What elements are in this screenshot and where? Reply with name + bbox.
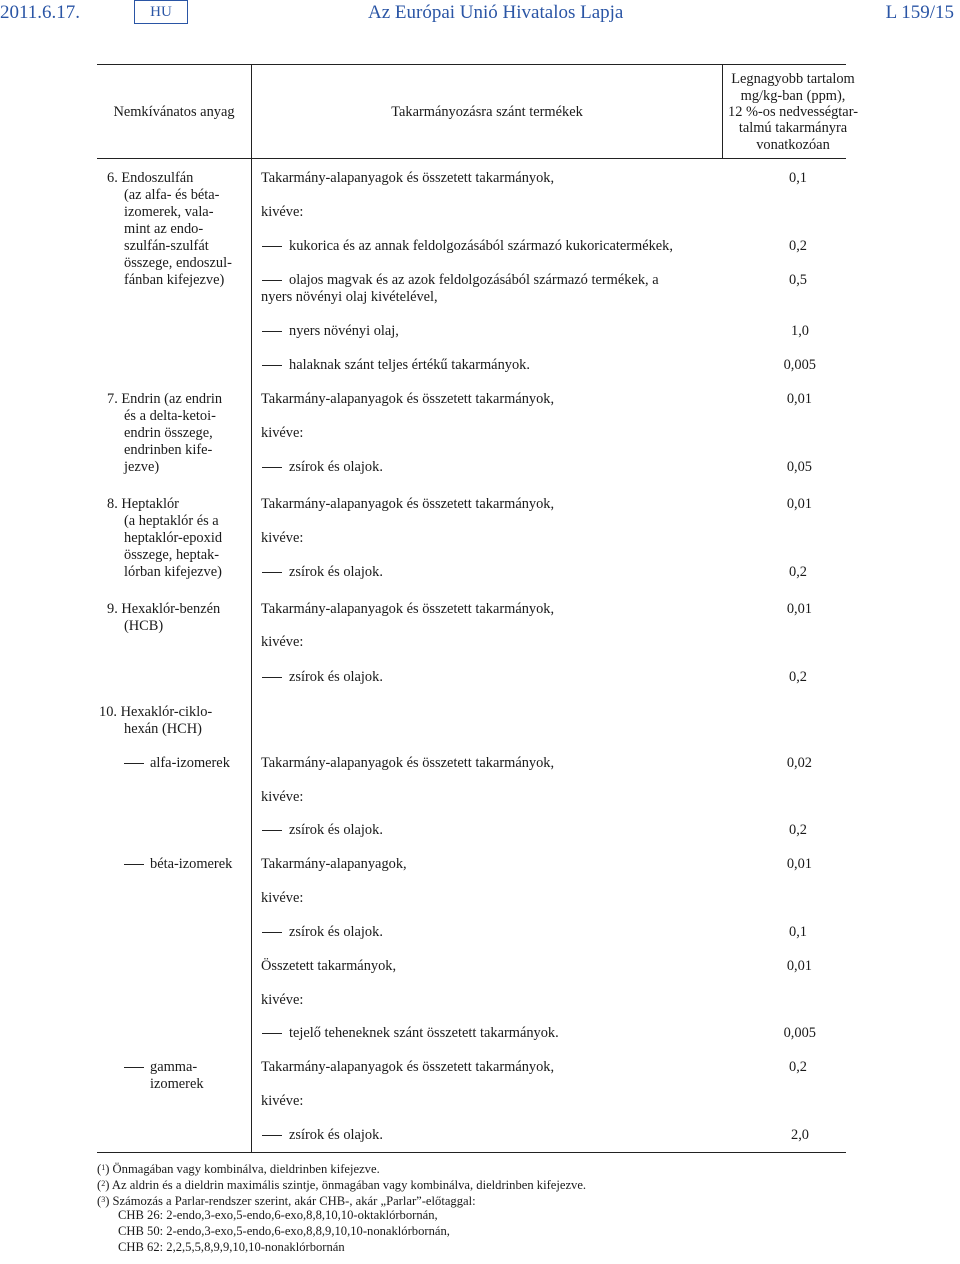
s6-exception-4-value: 0,005 bbox=[783, 357, 816, 373]
s10-gamma-exception-1-value: 2,0 bbox=[791, 1127, 809, 1143]
dash-icon bbox=[262, 365, 282, 366]
s10-alfa-exception-1-value: 0,2 bbox=[789, 822, 807, 838]
s10-gamma-main-product: Takarmány-alapanyagok és összetett takarmányok, bbox=[261, 1059, 555, 1075]
language-badge: HU bbox=[134, 0, 188, 24]
s10-alfa-except-label: kivéve: bbox=[261, 789, 304, 805]
dash-icon bbox=[262, 572, 282, 573]
s10-beta-exception-1-value: 0,1 bbox=[789, 924, 807, 940]
s7-main-value: 0,01 bbox=[786, 391, 812, 407]
s6-exception-2-value: 0,5 bbox=[789, 272, 807, 288]
s6-exception-2-cont: nyers növényi olaj kivételével, bbox=[261, 289, 438, 305]
s9-main-product: Takarmány-alapanyagok és összetett takarmányok, bbox=[261, 601, 555, 617]
s10-beta-except-label: kivéve: bbox=[261, 890, 304, 906]
footnote-1: ($^1$) Önmagában vagy kombinálva, dieldrinben kifejezve. bbox=[97, 1162, 380, 1176]
s7-exception-1: zsírok és olajok. bbox=[289, 459, 383, 475]
dash-icon bbox=[124, 763, 144, 764]
s10-beta-exception-2-value: 0,005 bbox=[783, 1025, 816, 1041]
s10-beta-main-value: 0,01 bbox=[786, 856, 812, 872]
s6-exception-1-value: 0,2 bbox=[789, 238, 807, 254]
footnote-3-chb-50: CHB 50: 2-endo,3-exo,5-endo,6-exo,8,8,9,10,10-nonaklórbornán, bbox=[118, 1224, 450, 1238]
dash-icon bbox=[262, 246, 282, 247]
s10-beta-except-label-2: kivéve: bbox=[261, 992, 304, 1008]
s10-beta-main-product-2: Összetett takarmányok, bbox=[261, 958, 397, 974]
s9-exception-1: zsírok és olajok. bbox=[289, 669, 383, 685]
s7-except-label: kivéve: bbox=[261, 425, 304, 441]
s8-except-label: kivéve: bbox=[261, 530, 304, 546]
s6-main-value: 0,1 bbox=[789, 170, 807, 186]
s10-gamma-main-value: 0,2 bbox=[789, 1059, 807, 1075]
s7-exception-1-value: 0,05 bbox=[786, 459, 812, 475]
page-header bbox=[0, 0, 960, 30]
dash-icon bbox=[124, 864, 144, 865]
s10-beta-exception-2: tejelő teheneknek szánt összetett takarmányok. bbox=[289, 1025, 559, 1041]
s10-beta-main-value-2: 0,01 bbox=[786, 958, 812, 974]
table-header-rule bbox=[97, 158, 846, 159]
column-header-products: Takarmányozásra szánt termékek bbox=[391, 104, 583, 120]
s9-main-value: 0,01 bbox=[786, 601, 812, 617]
dash-icon bbox=[262, 280, 282, 281]
s6-exception-4: halaknak szánt teljes értékű takarmányok. bbox=[289, 357, 530, 373]
s7-main-product: Takarmány-alapanyagok és összetett takarmányok, bbox=[261, 391, 555, 407]
s6-exception-3: nyers növényi olaj, bbox=[289, 323, 399, 339]
dash-icon bbox=[262, 677, 282, 678]
s10-gamma-exception-1: zsírok és olajok. bbox=[289, 1127, 383, 1143]
footnote-3-chb-62: CHB 62: 2,2,5,5,8,9,9,10,10-nonaklórbornán bbox=[118, 1240, 345, 1254]
s8-main-product: Takarmány-alapanyagok és összetett takarmányok, bbox=[261, 496, 555, 512]
column-header-substance: Nemkívánatos anyag bbox=[113, 104, 235, 120]
s10-beta-label: béta-izomerek bbox=[150, 856, 233, 872]
s10-gamma-label-cont: izomerek bbox=[150, 1076, 204, 1092]
dash-icon bbox=[124, 1067, 144, 1068]
footnote-3: ($^3$) Számozás a Parlar-rendszer szerint, akár CHB-, akár „Parlar”-előtaggal: bbox=[97, 1194, 476, 1208]
s6-main-product: Takarmány-alapanyagok és összetett takarmányok, bbox=[261, 170, 555, 186]
table-top-rule bbox=[97, 64, 846, 65]
s8-main-value: 0,01 bbox=[786, 496, 812, 512]
s8-exception-1-value: 0,2 bbox=[789, 564, 807, 580]
s10-alfa-exception-1: zsírok és olajok. bbox=[289, 822, 383, 838]
footnote-2: ($^2$) Az aldrin és a dieldrin maximális szintje, önmagában vagy kombinálva, dieldrinben kifejezve. bbox=[97, 1178, 587, 1192]
s8-exception-1: zsírok és olajok. bbox=[289, 564, 383, 580]
s10-alfa-main-product: Takarmány-alapanyagok és összetett takarmányok, bbox=[261, 755, 555, 771]
s9-exception-1-value: 0,2 bbox=[789, 669, 807, 685]
s10-beta-exception-1: zsírok és olajok. bbox=[289, 924, 383, 940]
publication-date: 2011.6.17. bbox=[0, 2, 81, 23]
s9-except-label: kivéve: bbox=[261, 634, 304, 650]
s10-gamma-except-label: kivéve: bbox=[261, 1093, 304, 1109]
journal-title: Az Európai Unió Hivatalos Lapja bbox=[368, 2, 624, 23]
s6-exception-3-value: 1,0 bbox=[791, 323, 809, 339]
column-divider-1 bbox=[251, 64, 252, 1152]
s6-exception-1: kukorica és az annak feldolgozásából származó kukoricatermékek, bbox=[289, 238, 673, 254]
footnote-3-chb-26: CHB 26: 2-endo,3-exo,5-endo,6-exo,8,8,10,10-oktaklórbornán, bbox=[118, 1208, 438, 1222]
s6-except-label: kivéve: bbox=[261, 204, 304, 220]
s10-gamma-label: gamma- bbox=[150, 1059, 198, 1075]
dash-icon bbox=[262, 467, 282, 468]
s10-alfa-label: alfa-izomerek bbox=[150, 755, 230, 771]
page-number: L 159/15 bbox=[885, 2, 954, 23]
s6-exception-2: olajos magvak és az azok feldolgozásából származó termékek, a bbox=[289, 272, 659, 288]
dash-icon bbox=[262, 331, 282, 332]
dash-icon bbox=[262, 1033, 282, 1034]
footnote-rule bbox=[97, 1152, 846, 1153]
dash-icon bbox=[262, 830, 282, 831]
dash-icon bbox=[262, 932, 282, 933]
s10-alfa-main-value: 0,02 bbox=[786, 755, 812, 771]
dash-icon bbox=[262, 1135, 282, 1136]
s10-beta-main-product: Takarmány-alapanyagok, bbox=[261, 856, 407, 872]
